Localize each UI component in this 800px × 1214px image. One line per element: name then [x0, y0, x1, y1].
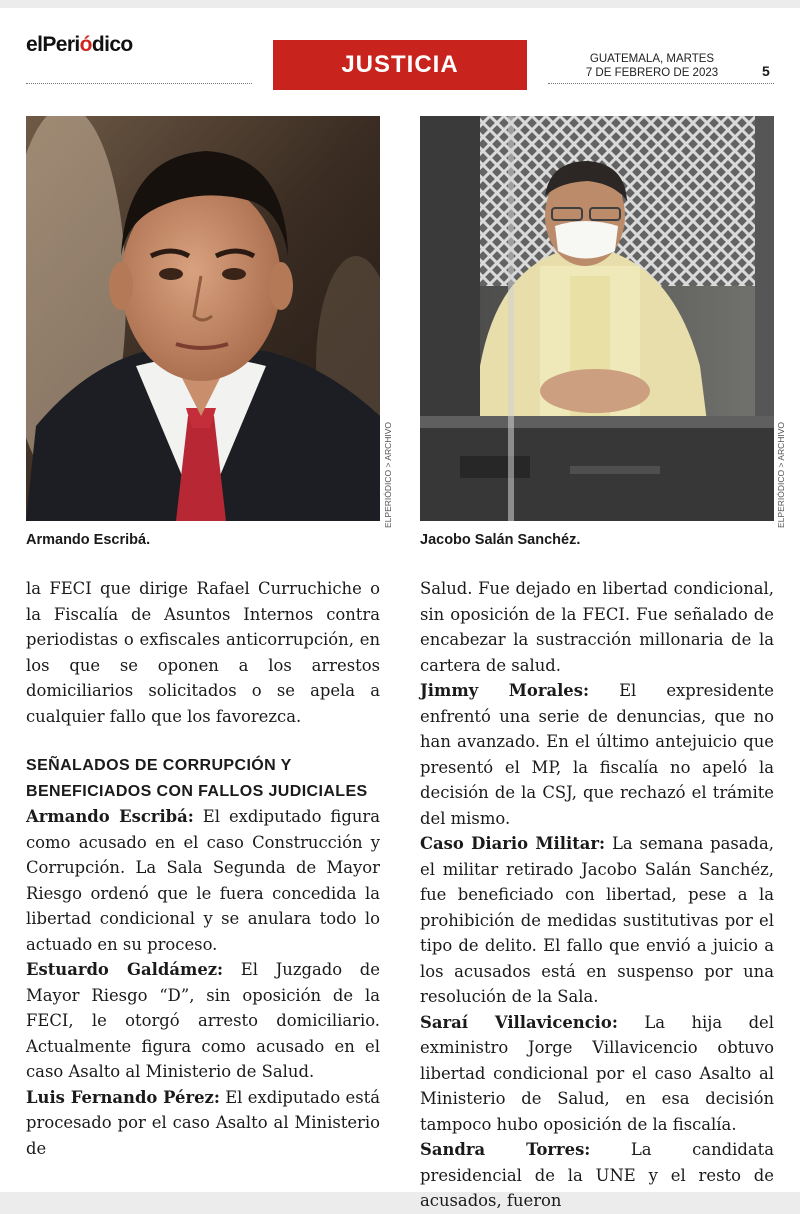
entry-name: Estuardo Galdámez: [26, 960, 224, 979]
section-subhead: SEÑALADOS DE CORRUPCIÓN Y BENEFICIADOS CON FALLOS JUDICIALES [26, 757, 368, 800]
entry-text: El expresidente enfrentó una serie de denuncias, que no han avanzado. En el último antejuicio que presentó el MP, la fiscalía no apeló la decisión de la CSJ, que rechazó el trámite del mismo. [420, 681, 774, 828]
entry-name: Sandra Torres: [420, 1140, 591, 1159]
article-column-right [420, 576, 774, 1214]
photo-caption-left: Armando Escribá. [26, 532, 151, 548]
entry-paragraph [420, 1137, 774, 1214]
section-banner: JUSTICIA [273, 40, 527, 90]
logo-peri: Peri [42, 33, 80, 56]
entry-text: El exdiputado está procesado por el caso Asalto al Ministerio de [26, 1087, 380, 1158]
entry-name: Armando Escribá: [26, 807, 194, 826]
entry-paragraph [26, 957, 380, 1085]
newspaper-page [0, 8, 800, 1210]
header-rule-left [26, 83, 252, 84]
dateline-city-day: GUATEMALA, MARTES [589, 53, 715, 65]
entry-name: Caso Diario Militar: [420, 834, 606, 853]
continuation-paragraph: Salud. Fue dejado en libertad condicional, sin oposición de la FECI. Fue señalado de encabezar la sustracción millonaria de la cartera de salud. [420, 579, 774, 675]
dateline [552, 52, 752, 80]
entry-paragraph [26, 804, 380, 957]
page-number: 5 [762, 63, 770, 79]
entry-paragraph [26, 1085, 380, 1162]
header-rule-right [548, 83, 774, 84]
entry-text: La hija del exministro Jorge Villavicencio obtuvo libertad condicional por el caso Asalto al Ministerio de Salud, en esa decisión tampoco hubo oposición de la fiscalía. [420, 1012, 775, 1134]
photo-portrait-suit [26, 116, 380, 521]
entry-name: Saraí Villavicencio: [420, 1012, 618, 1032]
logo-dico: dico [91, 33, 133, 56]
entry-name: Jimmy Morales: [420, 681, 590, 700]
photo-credit-right: ELPERIÓDICO > ARCHIVO [776, 421, 786, 528]
entry-paragraph [420, 678, 774, 831]
entry-name: Luis Fernando Pérez: [26, 1087, 220, 1107]
entry-paragraph [420, 831, 774, 1010]
logo-el: el [26, 33, 43, 56]
entry-paragraph [420, 1010, 774, 1138]
photo-caption-right: Jacobo Salán Sanchéz. [420, 532, 581, 548]
dateline-date: 7 DE FEBRERO DE 2023 [585, 67, 719, 79]
logo-o-mark: ó [79, 33, 92, 56]
entry-text: La candidata presidencial de la UNE y el resto de acusados, fueron [420, 1140, 774, 1210]
photo-courtroom-masked [420, 116, 774, 521]
photo-credit-left: ELPERIÓDICO > ARCHIVO [383, 421, 393, 528]
entry-text: La semana pasada, el militar retirado Jacobo Salán Sanchéz, fue beneficiado con libertad, pese a la prohibición de medidas sustitutivas por el tipo de delito. El fallo que envió a juicio a los acusados está en suspenso por una resolución de la Sala. [420, 834, 774, 1006]
newspaper-logo [26, 33, 133, 57]
article-column-left [26, 576, 380, 1161]
entry-text: El Juzgado de Mayor Riesgo “D”, sin oposición de la FECI, le otorgó arresto domiciliario. Actualmente figura como acusado en el caso Asalto al Ministerio de Salud. [26, 960, 380, 1081]
entry-text: El exdiputado figura como acusado en el caso Construcción y Corrupción. La Sala Segunda de Mayor Riesgo ordenó que le fuera concedida la libertad condicional y se anulara todo lo actuado en su proceso. [26, 807, 381, 954]
intro-paragraph: la FECI que dirige Rafael Curruchiche o la Fiscalía de Asuntos Internos contra periodistas o exfiscales anticorrupción, en los que se oponen a los arrestos domiciliarios solicitados o se apela a cualquier fallo que los favorezca. [26, 579, 380, 726]
